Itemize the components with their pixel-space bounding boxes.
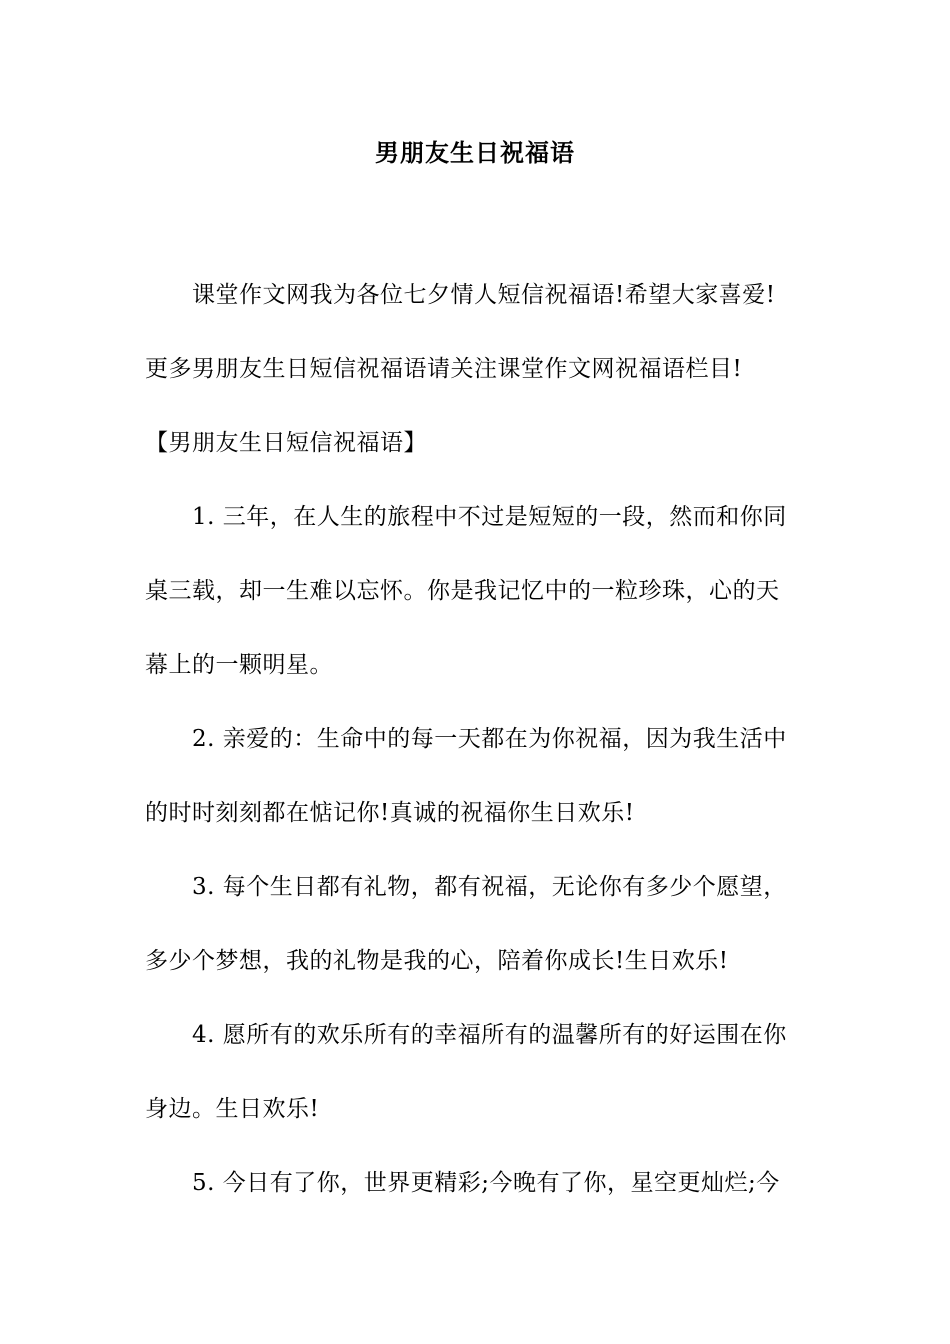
document-title: 男朋友生日祝福语 bbox=[375, 139, 575, 167]
paragraph-line: 的时时刻刻都在惦记你!真诚的祝福你生日欢乐! bbox=[145, 800, 635, 826]
paragraph-line: 桌三载，却一生难以忘怀。你是我记忆中的一粒珍珠，心的天 bbox=[145, 578, 780, 604]
document-body bbox=[145, 258, 807, 1220]
paragraph-line: 幕上的一颗明星。 bbox=[145, 652, 333, 678]
paragraph-line: 1. 三年，在人生的旅程中不过是短短的一段，然而和你同 bbox=[192, 504, 787, 530]
paragraph-line: 身边。生日欢乐! bbox=[145, 1096, 320, 1122]
section-heading: 【男朋友生日短信祝福语】 bbox=[145, 430, 427, 456]
paragraph-line: 3. 每个生日都有礼物，都有祝福，无论你有多少个愿望， bbox=[192, 874, 787, 900]
paragraph-line: 2. 亲爱的：生命中的每一天都在为你祝福，因为我生活中 bbox=[192, 726, 787, 752]
paragraph-line: 5. 今日有了你，世界更精彩;今晚有了你，星空更灿烂;今 bbox=[192, 1170, 780, 1196]
paragraph-line: 课堂作文网我为各位七夕情人短信祝福语!希望大家喜爱! bbox=[192, 282, 776, 308]
paragraph-line: 多少个梦想，我的礼物是我的心，陪着你成长!生日欢乐! bbox=[145, 948, 729, 974]
paragraph-line: 更多男朋友生日短信祝福语请关注课堂作文网祝福语栏目! bbox=[145, 356, 743, 382]
paragraph-line: 4. 愿所有的欢乐所有的幸福所有的温馨所有的好运围在你 bbox=[192, 1022, 787, 1048]
